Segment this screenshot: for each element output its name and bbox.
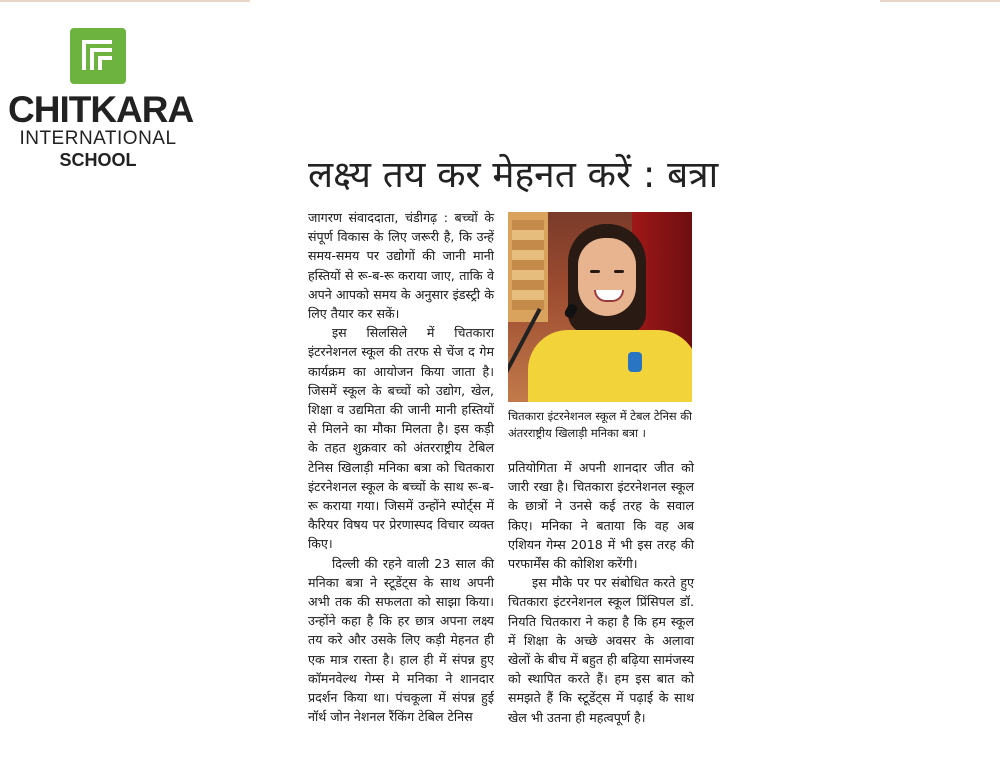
paragraph: इस सिलसिले में चितकारा इंटरनेशनल स्कूल की तरफ से चेंज द गेम कार्यक्रम का आयोजन किया जाता है। जिसमें स्कूल के बच्चों को उद्योग, खेल, शिक्षा व उद्यमिता की जानी मानी हस्तियों से मिलने का मौका मिलता है। इस कड़ी के तहत शुक्रवार को अंतरराष्ट्रीय टेबिल टेनिस खिलाड़ी मनिका बत्रा को चितकारा इंटरनेशनल स्कूल के बच्चों के साथ रू-ब-रू कराया गया। जिसमें उन्होंने स्पोर्ट्स में कैरियर विषय पर प्रेरणास्पद विचार व्यक्त किए। <box>308 325 494 552</box>
logo-name: CHITKARA <box>8 89 194 130</box>
article-column-1 <box>308 208 494 726</box>
school-logo <box>8 28 194 170</box>
article-column-2 <box>508 458 694 727</box>
article-photo <box>508 212 692 402</box>
logo-subtitle-international: INTERNATIONAL <box>19 128 177 149</box>
paragraph: प्रतियोगिता में अपनी शानदार जीत को जारी रखा है। चितकारा इंटरनेशनल स्कूल के छात्रों ने उनसे कई तरह के सवाल किए। मनिका ने बताया कि वह अब एशियन गेम्स 2018 में भी इस तरह की परफार्मेंस की कोशिश करेंगी। <box>508 460 694 572</box>
logo-mark-icon <box>70 28 126 84</box>
logo-subtitle-school: SCHOOL <box>59 150 137 170</box>
paragraph: दिल्ली की रहने वाली 23 साल की मनिका बत्रा ने स्टूडेंट्स के साथ अपनी अभी तक की सफलता को साझा किया। उन्होंने कहा है कि हर छात्र अपना लक्ष्य तय करे और उसके लिए कड़ी मेहनत ही एक मात्र रास्ता है। हाल ही में संपन्न हुए कॉमनवेल्थ गेम्स मे मनिका ने शानदार प्रदर्शन किया था। पंचकूला में संपन्न हुई नॉर्थ जोन नेशनल रैंकिंग टेबिल टेनिस <box>308 555 494 725</box>
paragraph: जागरण संवाददाता, चंडीगढ़ : बच्चों के संपूर्ण विकास के लिए जरूरी है, कि उन्हें समय-समय पर उद्योगों की जानी मानी हस्तियों से रू-ब-रू कराया जाए, ताकि वे अपने आपको समय के अनुसार इंडस्ट्री के लिए तैयार कर सकें। <box>308 210 494 322</box>
top-border-left <box>0 0 250 2</box>
top-border-right <box>880 0 1000 2</box>
photo-caption: चितकारा इंटरनेशनल स्कूल में टेबल टेनिस की अंतरराष्ट्रीय खिलाड़ी मनिका बत्रा । <box>508 409 692 440</box>
article-headline: लक्ष्य तय कर मेहनत करें : बत्रा <box>308 153 719 196</box>
paragraph: इस मौके पर पर संबोधित करते हुए चितकारा इंटरनेशनल स्कूल प्रिंसिपल डॉ. नियति चितकारा ने कहा है कि हम स्कूल में शिक्षा के अच्छे अवसर के अलावा खेलों के बीच में बहुत ही बढ़िया सामंजस्य को स्थापित करते हैं। हम इस बात को समझते हैं कि स्टूडेंट्स में पढ़ाई के साथ खेल भी उतना ही महत्वपूर्ण है। <box>508 575 694 725</box>
